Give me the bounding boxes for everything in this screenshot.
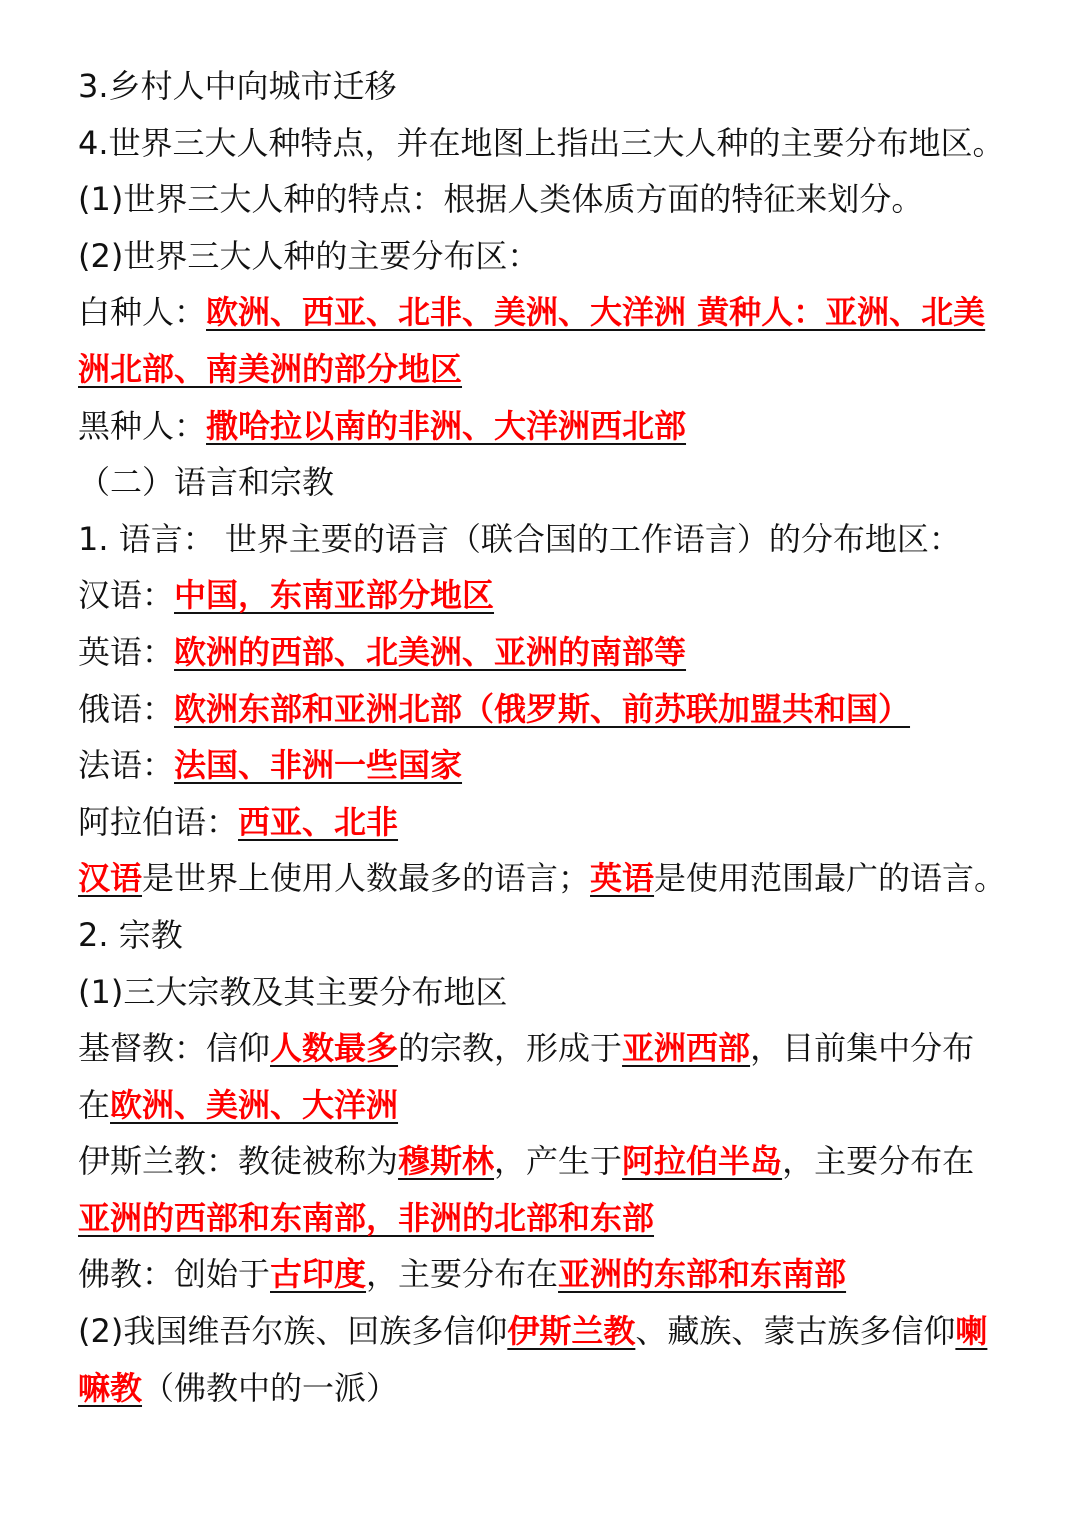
body-text: ，产生于: [494, 1142, 623, 1181]
text-line: [78, 1303, 1018, 1360]
answer-text: 人数最多: [270, 1029, 399, 1068]
text-line: [78, 1360, 1018, 1417]
text-line: [78, 737, 1018, 794]
document-body: [78, 58, 1018, 1416]
answer-text: 伊斯兰教: [507, 1312, 636, 1351]
body-text: ，主要分布在: [366, 1255, 559, 1294]
body-text: 汉语：: [78, 576, 175, 615]
body-text: (1)世界三大人种的特点：根据人类体质方面的特征来划分。: [78, 180, 924, 219]
text-line: [78, 624, 1018, 681]
answer-text: 洲北部、南美洲的部分地区: [78, 349, 463, 388]
body-text: 是使用范围最广的语言。: [654, 859, 1007, 898]
answer-text: 英语: [590, 859, 655, 898]
answer-text: 撒哈拉以南的非洲、大洋洲西北部: [206, 406, 687, 445]
body-text: 白种人：: [78, 293, 207, 332]
body-text: 3.乡村人中向城市迁移: [78, 67, 397, 105]
answer-text: 欧洲、西亚、北非、美洲、大洋洲 黄种人：亚洲、北美: [206, 293, 986, 332]
text-line: [78, 398, 1018, 455]
answer-text: 古印度: [270, 1255, 367, 1294]
text-line: [78, 850, 1018, 907]
answer-text: 欧洲的西部、北美洲、亚洲的南部等: [174, 632, 687, 671]
answer-text: 亚洲西部: [622, 1029, 751, 1068]
body-text: ，主要分布在: [782, 1142, 975, 1181]
body-text: 法语：: [78, 746, 175, 785]
answer-text: 汉语: [78, 859, 143, 898]
text-line: [78, 681, 1018, 738]
body-text: 1. 语言： 世界主要的语言（联合国的工作语言）的分布地区：: [78, 519, 961, 558]
body-text: （二）语言和宗教: [78, 463, 335, 502]
body-text: (2)世界三大人种的主要分布区：: [78, 236, 540, 275]
body-text: ，目前集中分布: [750, 1029, 975, 1068]
text-line: [78, 171, 1018, 228]
body-text: （佛教中的一派）: [142, 1368, 399, 1407]
body-text: (1)三大宗教及其主要分布地区: [78, 972, 508, 1011]
body-text: 在: [78, 1085, 111, 1124]
body-text: 是世界上使用人数最多的语言；: [142, 859, 591, 898]
body-text: 4.世界三大人种特点，并在地图上指出三大人种的主要分布地区。: [78, 123, 1005, 162]
text-line: [78, 964, 1018, 1021]
body-text: (2)我国维吾尔族、回族多信仰: [78, 1312, 508, 1351]
body-text: 英语：: [78, 632, 175, 671]
text-line: [78, 228, 1018, 285]
answer-text: 阿拉伯半岛: [622, 1142, 783, 1181]
body-text: 、藏族、蒙古族多信仰: [635, 1312, 956, 1351]
text-line: [78, 907, 1018, 964]
body-text: 黑种人：: [78, 406, 207, 445]
answer-text: 喇: [955, 1312, 988, 1351]
answer-text: 嘛教: [78, 1368, 143, 1407]
text-line: [78, 1077, 1018, 1134]
answer-text: 穆斯林: [398, 1142, 495, 1181]
text-line: [78, 115, 1018, 172]
answer-text: 欧洲东部和亚洲北部（俄罗斯、前苏联加盟共和国）: [174, 689, 911, 728]
body-text: 2. 宗教: [78, 915, 183, 954]
answer-text: 中国，东南亚部分地区: [174, 576, 495, 615]
text-line: [78, 511, 1018, 568]
answer-text: 亚洲的东部和东南部: [558, 1255, 847, 1294]
body-text: 的宗教，形成于: [398, 1029, 623, 1068]
text-line: [78, 1246, 1018, 1303]
text-line: [78, 58, 1018, 115]
text-line: [78, 454, 1018, 511]
text-line: [78, 1020, 1018, 1077]
text-line: [78, 1133, 1018, 1190]
text-line: [78, 341, 1018, 398]
answer-text: 亚洲的西部和东南部，非洲的北部和东部: [78, 1198, 655, 1237]
body-text: 俄语：: [78, 689, 175, 728]
answer-text: 西亚、北非: [238, 802, 399, 841]
body-text: 伊斯兰教：教徒被称为: [78, 1142, 399, 1181]
answer-text: 法国、非洲一些国家: [174, 746, 463, 785]
text-line: [78, 284, 1018, 341]
body-text: 佛教：创始于: [78, 1255, 271, 1294]
answer-text: 欧洲、美洲、大洋洲: [110, 1085, 399, 1124]
text-line: [78, 1190, 1018, 1247]
text-line: [78, 567, 1018, 624]
text-line: [78, 794, 1018, 851]
body-text: 基督教：信仰: [78, 1029, 271, 1068]
body-text: 阿拉伯语：: [78, 802, 239, 841]
